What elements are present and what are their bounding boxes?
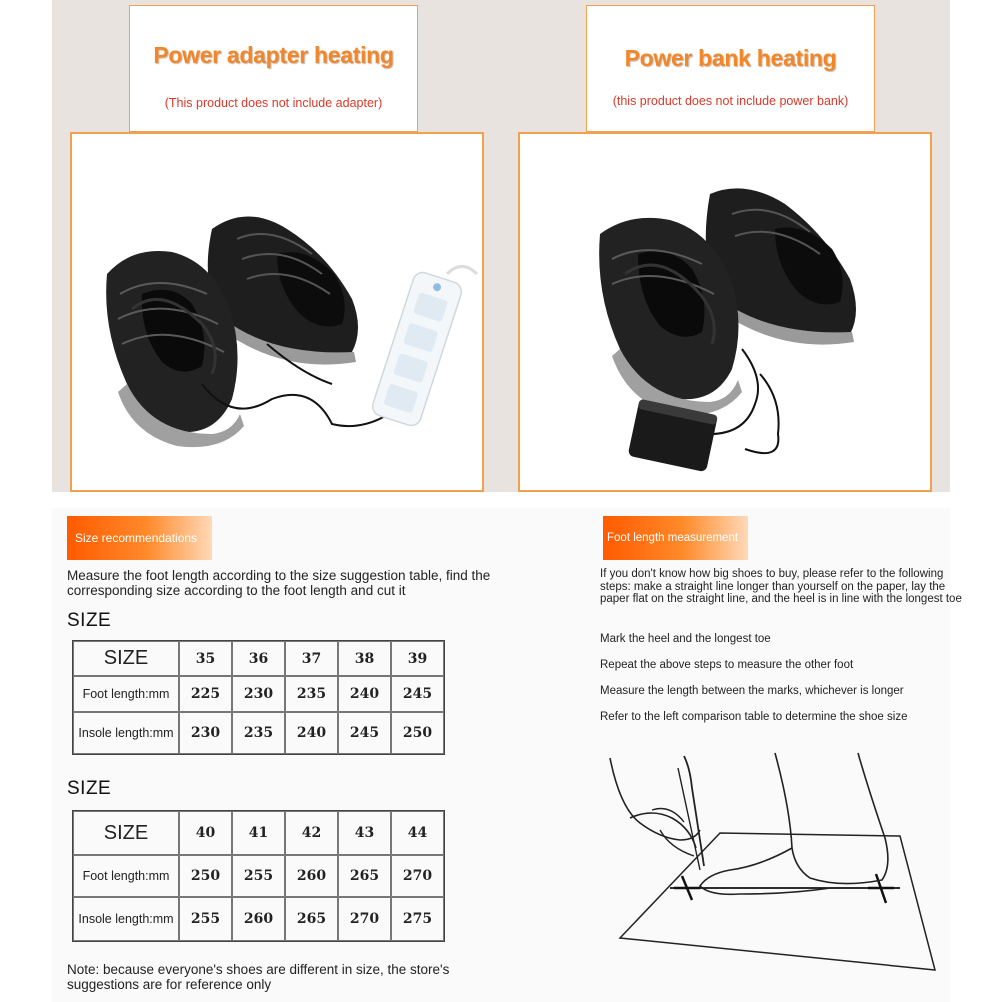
- measure-step-mark: Mark the heel and the longest toe: [600, 633, 771, 645]
- foot-length-value: 260: [285, 855, 338, 897]
- size-table-1: [72, 640, 445, 755]
- foot-length-label: Foot length:mm: [73, 855, 179, 897]
- insole-length-value: 270: [338, 897, 391, 941]
- size-value: 35: [179, 641, 232, 676]
- size-value: 39: [391, 641, 444, 676]
- foot-length-value: 230: [232, 676, 285, 712]
- measure-step-repeat: Repeat the above steps to measure the other foot: [600, 659, 854, 671]
- size-corner-label: SIZE: [73, 811, 179, 855]
- foot-length-value: 255: [232, 855, 285, 897]
- insole-length-value: 235: [232, 712, 285, 754]
- insole-length-label: Insole length:mm: [73, 712, 179, 754]
- size-value: 37: [285, 641, 338, 676]
- size-value: 36: [232, 641, 285, 676]
- size-value: 41: [232, 811, 285, 855]
- size-heading-1: SIZE: [67, 610, 112, 631]
- powerbank-title: Power bank heating: [624, 45, 837, 71]
- adapter-title: Power adapter heating: [153, 42, 394, 68]
- foot-length-value: 240: [338, 676, 391, 712]
- powerbank-subtitle: (this product does not include power bank): [612, 94, 849, 108]
- size-table-2: [72, 810, 445, 942]
- insole-length-value: 245: [338, 712, 391, 754]
- size-value: 38: [338, 641, 391, 676]
- size-recommendations-text: Measure the foot length according to the size suggestion table, find the corresponding size according to the foot length and cut it: [67, 568, 491, 598]
- measure-step-length: Measure the length between the marks, whichever is longer: [600, 685, 904, 697]
- shoes-with-power-bank-image: [520, 134, 930, 490]
- shoes-with-power-strip-image: [72, 134, 482, 490]
- foot-length-value: 270: [391, 855, 444, 897]
- powerbank-title-box: [586, 5, 875, 132]
- size-value: 42: [285, 811, 338, 855]
- foot-length-value: 265: [338, 855, 391, 897]
- insole-length-value: 230: [179, 712, 232, 754]
- adapter-title-box: [129, 5, 418, 132]
- size-value: 43: [338, 811, 391, 855]
- size-corner-label: SIZE: [73, 641, 179, 676]
- size-heading-2: SIZE: [67, 778, 112, 799]
- size-value: 44: [391, 811, 444, 855]
- insole-length-value: 260: [232, 897, 285, 941]
- adapter-photo: [70, 132, 484, 492]
- size-value: 40: [179, 811, 232, 855]
- foot-length-value: 245: [391, 676, 444, 712]
- measure-step-intro: If you don't know how big shoes to buy, please refer to the following steps: make a straight line longer than yourself on the paper, lay the paper flat on the straight line, and the heel is in line with the longest toe: [600, 568, 962, 605]
- insole-length-value: 250: [391, 712, 444, 754]
- reference-note: Note: because everyone's shoes are different in size, the store's suggestions are for reference only: [67, 962, 450, 992]
- foot-length-measurement-tag: Foot length measurement: [603, 516, 748, 560]
- measure-step-refer: Refer to the left comparison table to determine the shoe size: [600, 711, 908, 723]
- powerbank-photo: [518, 132, 932, 492]
- insole-length-value: 275: [391, 897, 444, 941]
- foot-measurement-illustration: [600, 748, 950, 978]
- insole-length-label: Insole length:mm: [73, 897, 179, 941]
- foot-length-value: 250: [179, 855, 232, 897]
- adapter-subtitle: (This product does not include adapter): [164, 96, 383, 110]
- size-recommendations-tag: Size recommendations: [67, 516, 212, 560]
- insole-length-value: 240: [285, 712, 338, 754]
- foot-length-label: Foot length:mm: [73, 676, 179, 712]
- foot-length-value: 225: [179, 676, 232, 712]
- insole-length-value: 265: [285, 897, 338, 941]
- insole-length-value: 255: [179, 897, 232, 941]
- foot-length-value: 235: [285, 676, 338, 712]
